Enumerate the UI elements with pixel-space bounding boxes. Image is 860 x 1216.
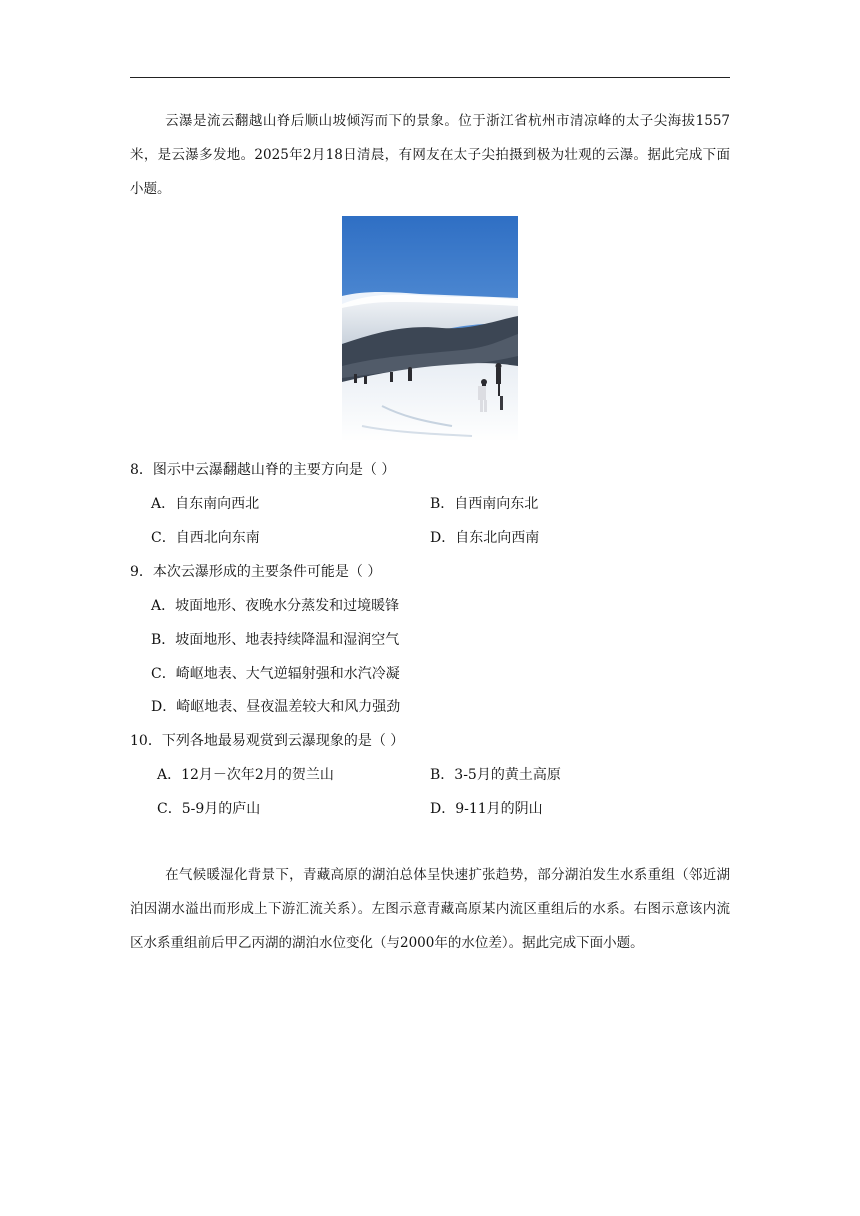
q9-option-b: B．坡面地形、地表持续降温和湿润空气 [151, 632, 400, 648]
q9-option-d: D．崎岖地表、昼夜温差较大和风力强劲 [151, 699, 401, 715]
q8-option-d: D．自东北向西南 [430, 530, 540, 546]
cloud-waterfall-photo [342, 216, 518, 442]
q9-option-c: C．崎岖地表、大气逆辐射强和水汽冷凝 [151, 666, 400, 682]
q10-option-c: C．5-9月的庐山 [157, 801, 261, 817]
passage-plateau-lakes: 在气候暖湿化背景下，青藏高原的湖泊总体呈快速扩张趋势，部分湖泊发生水系重组（邻近湖泊因湖水溢出而形成上下游汇流关系）。左图示意青藏高原某内流区重组后的水系。右图示意该内流区水系重组前后甲乙丙湖的湖泊水位变化（与2000年的水位差）。据此完成下面小题。 [130, 867, 730, 951]
q8-option-b: B．自西南向东北 [430, 496, 539, 512]
q10-option-d: D．9-11月的阴山 [430, 801, 543, 817]
question-8: 8．图示中云瀑翻越山脊的主要方向是（ ） [130, 462, 396, 478]
q9-option-a: A．坡面地形、夜晚水分蒸发和过境暖锋 [151, 598, 400, 614]
question-9: 9．本次云瀑形成的主要条件可能是（ ） [130, 564, 382, 580]
q10-option-b: B．3-5月的黄土高原 [430, 767, 561, 783]
question-10: 10．下列各地最易观赏到云瀑现象的是（ ） [130, 733, 405, 749]
q10-option-a: A．12月－次年2月的贺兰山 [157, 767, 334, 783]
header-rule [130, 77, 730, 78]
q8-option-c: C．自西北向东南 [151, 530, 260, 546]
q8-option-a: A．自东南向西北 [151, 496, 260, 512]
passage-cloud-waterfall: 云瀑是流云翻越山脊后顺山坡倾泻而下的景象。位于浙江省杭州市清凉峰的太子尖海拔1557米，是云瀑多发地。2025年2月18日清晨，有网友在太子尖拍摄到极为壮观的云瀑。据此完成下面小题。 [130, 113, 730, 197]
